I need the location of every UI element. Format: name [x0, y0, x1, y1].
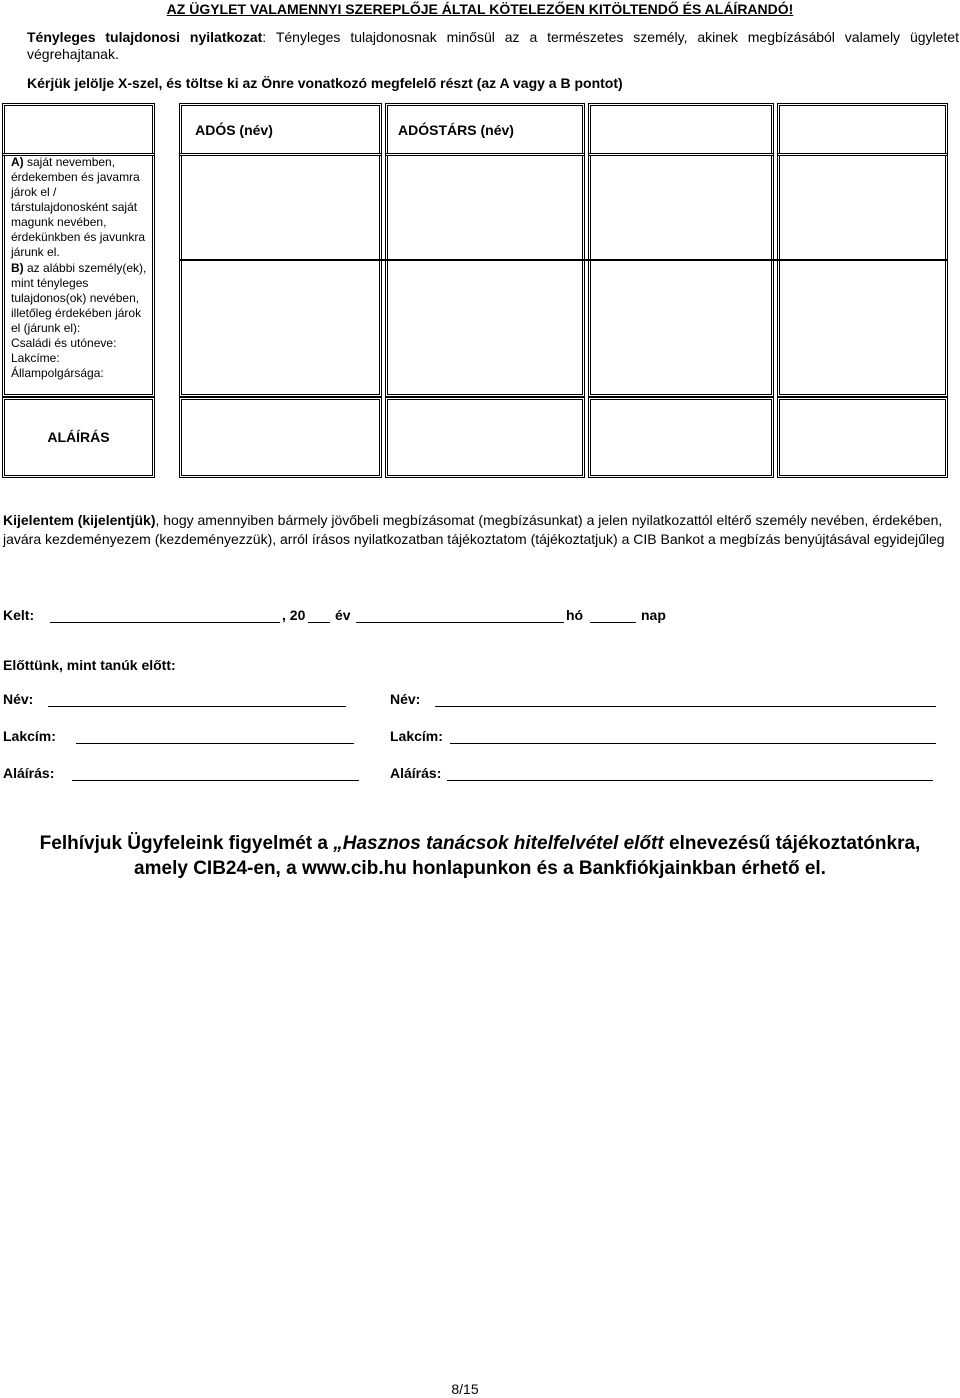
extra-signature-cell-2[interactable] — [777, 397, 948, 478]
witnesses-heading: Előttünk, mint tanúk előtt: — [3, 657, 176, 673]
footer-part2: elnevezésű tájékoztatónkra, — [663, 833, 921, 854]
footer-brochure-title: „Hasznos tanácsok hitelfelvétel előtt — [333, 833, 664, 854]
place-input-line[interactable] — [50, 622, 280, 623]
citizenship-label: Állampolgársága: — [11, 366, 104, 380]
witness1-signature-line[interactable] — [72, 780, 359, 781]
footer-line2: amely CIB24-en, a www.cib.hu honlapunkon és a Bankfiókjainkban érhető el. — [134, 858, 826, 879]
extra-header-cell-2 — [777, 103, 948, 156]
intro-term: Tényleges tulajdonosi nyilatkozat — [27, 29, 263, 45]
instruction-text: Kérjük jelölje X-szel, és töltse ki az Önre vonatkozó megfelelő részt (az A vagy a B pontot) — [27, 75, 623, 91]
extra-entry-cell-1[interactable] — [588, 153, 774, 397]
declaration-text — [3, 511, 957, 549]
option-a-label — [11, 155, 151, 260]
footer-notice — [0, 831, 960, 881]
option-b-label — [11, 261, 151, 381]
codebtor-column-header: ADÓSTÁRS (név) — [398, 122, 514, 138]
option-a-marker: A) — [11, 155, 24, 169]
extra-header-cell-1 — [588, 103, 774, 156]
debtor-column-header: ADÓS (név) — [195, 122, 273, 138]
beneficial-owner-intro — [27, 29, 959, 63]
codebtor-entry-cell[interactable] — [385, 153, 585, 397]
footer-part1: Felhívjuk Ügyfeleink figyelmét a — [39, 833, 334, 854]
debtor-entry-cell[interactable] — [179, 153, 382, 397]
witness1-name-line[interactable] — [48, 706, 346, 707]
day-word: nap — [641, 607, 666, 623]
debtor-signature-cell[interactable] — [179, 397, 382, 478]
intro-definition: : Tényleges tulajdonosnak minősül az a természetes személy, akinek megbízásából valamely ügyletet végrehajtanak. — [27, 29, 959, 62]
witness2-signature-line[interactable] — [447, 780, 933, 781]
year-input-line[interactable] — [308, 622, 330, 623]
option-a-text: saját nevemben, érdekemben és javamra járok el / társtulajdonosként saját magunk nevében, érdekünkben és javunkra járunk el. — [11, 155, 146, 259]
codebtor-signature-cell[interactable] — [385, 397, 585, 478]
month-input-line[interactable] — [356, 622, 564, 623]
witness2-address-label: Lakcím: — [390, 728, 443, 744]
option-divider-line — [179, 259, 948, 261]
extra-entry-cell-2[interactable] — [777, 153, 948, 397]
witness1-address-line[interactable] — [76, 743, 354, 744]
witness2-name-label: Név: — [390, 691, 421, 707]
witness1-signature-label: Aláírás: — [3, 765, 55, 781]
witness1-name-label: Név: — [3, 691, 34, 707]
family-and-given-name-label: Családi és utóneve: — [11, 336, 117, 350]
address-label: Lakcíme: — [11, 351, 60, 365]
page-number: 8/15 — [451, 1381, 479, 1397]
extra-signature-cell-1[interactable] — [588, 397, 774, 478]
day-input-line[interactable] — [590, 622, 636, 623]
witness2-name-line[interactable] — [435, 706, 936, 707]
witness2-signature-label: Aláírás: — [390, 765, 442, 781]
option-b-marker: B) — [11, 261, 24, 275]
witness1-address-label: Lakcím: — [3, 728, 56, 744]
dated-label: Kelt: — [3, 607, 35, 623]
option-b-text: az alábbi személy(ek), mint tényleges tulajdonos(ok) nevében, illetőleg érdekében járok el (járunk el): — [11, 261, 147, 335]
declaration-body: , hogy amennyiben bármely jövőbeli megbízásomat (megbízásunkat) a jelen nyilatkozattól eltérő személy nevében, érdekében, javára kezdeményezem (kezdeményezzük), arról írásos nyilatkozatban tájékoztatom (tájékoztatjuk) a CIB Bankot a megbízás benyújtásával egyidejűleg — [3, 512, 945, 547]
year-prefix: , 20 — [282, 607, 306, 623]
signature-row-label: ALÁÍRÁS — [47, 429, 110, 445]
declaration-bold: Kijelentem (kijelentjük) — [3, 512, 156, 528]
witness2-address-line[interactable] — [450, 743, 936, 744]
month-word: hó — [566, 607, 584, 623]
year-word: év — [335, 607, 351, 623]
header-corner-cell — [2, 103, 155, 156]
form-header: AZ ÜGYLET VALAMENNYI SZEREPLŐJE ÁLTAL KÖTELEZŐEN KITÖLTENDŐ ÉS ALÁÍRANDÓ! — [166, 1, 794, 17]
